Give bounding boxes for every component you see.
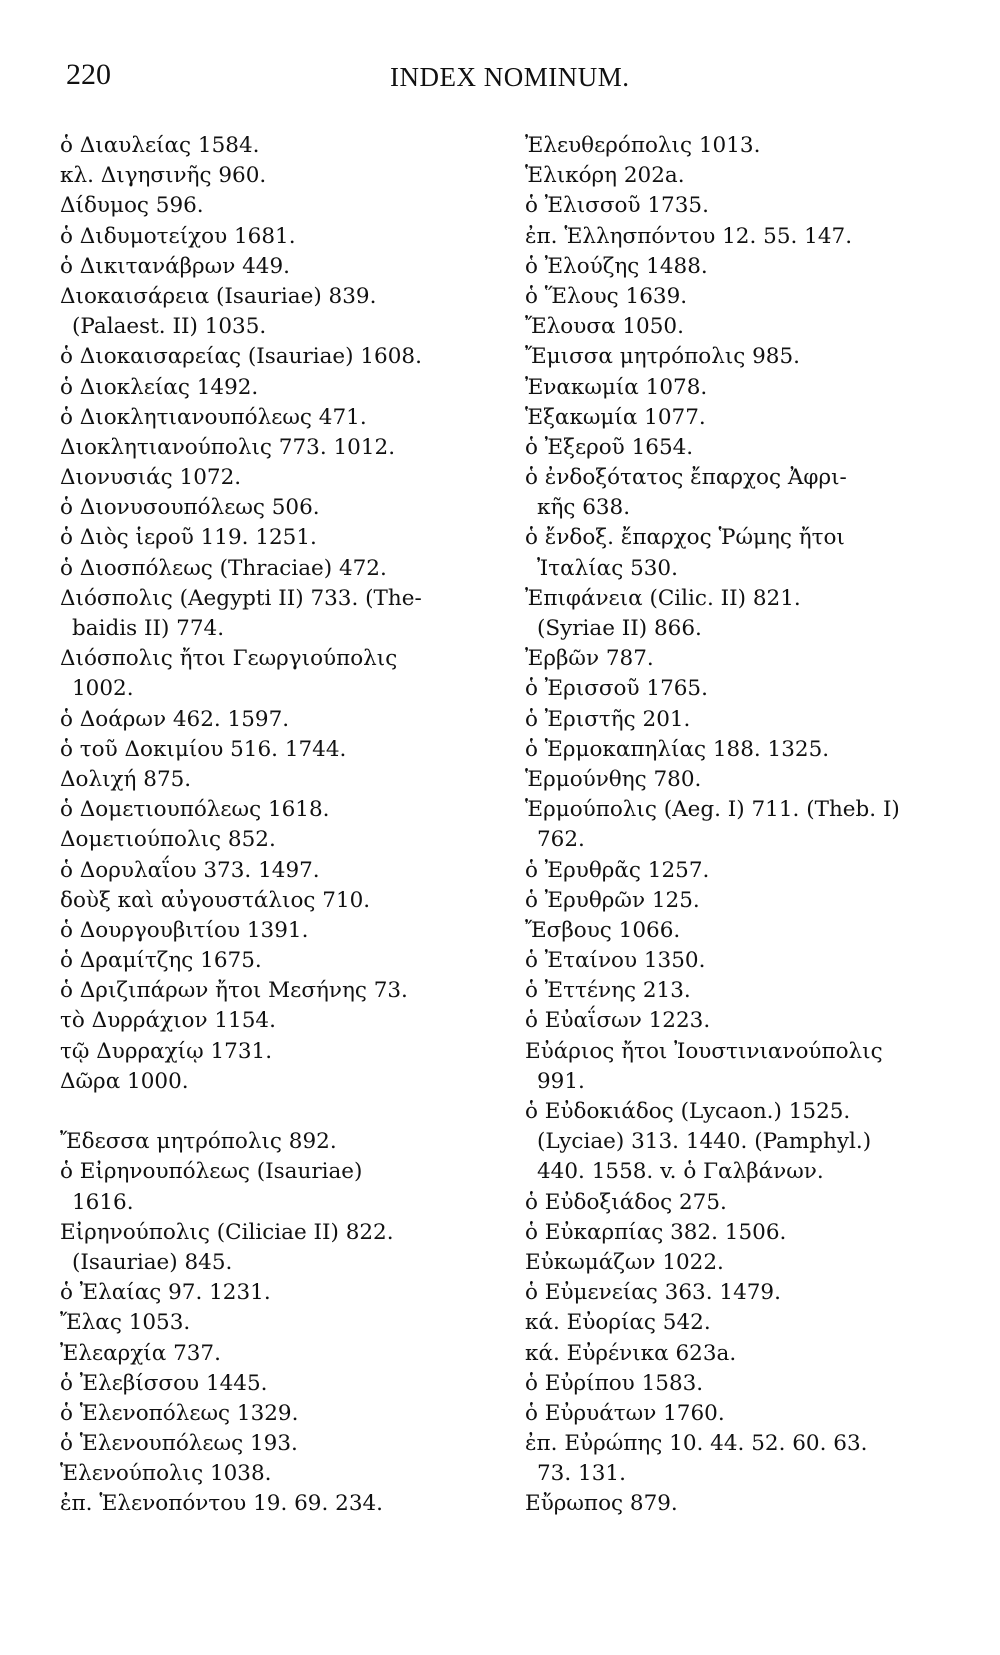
index-entry-line: ὁ Διδυμοτείχου 1681. xyxy=(60,223,296,249)
index-entry-line: Ἐνακωμία 1078. xyxy=(525,374,708,400)
index-entry-line: ὁ Εἰρηνουπόλεως (Isauriae) xyxy=(60,1159,363,1185)
index-entry-line: ὁ Διὸς ἱεροῦ 119. 1251. xyxy=(60,525,317,551)
index-entry-line: ὁ Εὐδοκιάδος (Lycaon.) 1525. xyxy=(525,1099,851,1124)
index-entry-line: Ἔλας 1053. xyxy=(60,1310,191,1336)
index-entry-line: ὁ Δομετιουπόλεως 1618. xyxy=(60,797,330,823)
index-entry-line: ὁ Δραμίτζης 1675. xyxy=(60,948,262,974)
index-entry-line: ὁ Δριζιπάρων ἤτοι Μεσήνης 73. xyxy=(60,978,408,1004)
index-entry-line: ὁ Ἐλισσοῦ 1735. xyxy=(525,193,709,219)
index-entry-line: Ἑρμούνθης 780. xyxy=(525,766,702,792)
index-entry-line: ὁ Ἐττένης 213. xyxy=(525,978,691,1004)
index-entry-line: ὁ Ἐριστῆς 201. xyxy=(525,706,691,732)
index-entry-line: ὁ Διοκλητιανουπόλεως 471. xyxy=(60,404,367,430)
index-entry-line: ὁ Διοσπόλεως (Thraciae) 472. xyxy=(60,555,387,581)
index-entry-line: ὁ Ἐλούζης 1488. xyxy=(525,253,708,279)
left-index-column xyxy=(60,131,490,1520)
index-entry-line: ὁ Ἐρισσοῦ 1765. xyxy=(525,676,708,702)
index-entry-line: (Palaest. II) 1035. xyxy=(72,314,267,340)
index-entry-line: ὁ τοῦ Δοκιμίου 516. 1744. xyxy=(60,736,347,762)
index-entry-line: (Isauriae) 845. xyxy=(72,1249,233,1275)
index-entry-line: (Syriae II) 866. xyxy=(537,616,702,641)
index-entry-line: ὁ Ἐλεβίσσου 1445. xyxy=(60,1370,268,1396)
index-entry-line: ἐπ. Ἑλενοπόντου 19. 69. 234. xyxy=(60,1491,384,1517)
index-entry-line: ἐπ. Ἑλλησπόντου 12. 55. 147. xyxy=(525,223,853,249)
index-entry-line: ὁ Δοάρων 462. 1597. xyxy=(60,706,290,732)
index-entry-line: ὁ Εὐαΐσων 1223. xyxy=(525,1008,711,1034)
index-entry-line: 991. xyxy=(537,1068,585,1094)
index-entry-line: Ἔμισσα μητρόπολις 985. xyxy=(525,344,800,370)
index-entry-line: 440. 1558. v. ὁ Γαλβάνων. xyxy=(537,1159,824,1185)
index-entry-line: Εὐκωμάζων 1022. xyxy=(525,1249,724,1275)
index-entry-line: Ἰταλίας 530. xyxy=(537,555,678,581)
index-entry-line: baidis II) 774. xyxy=(72,616,225,641)
index-entry-line: 73. 131. xyxy=(537,1461,626,1487)
page-header xyxy=(60,58,960,108)
index-entry-line xyxy=(60,1097,490,1127)
index-entry-line: ὁ Εὐμενείας 363. 1479. xyxy=(525,1280,781,1306)
index-entry-line: κά. Εὐορίας 542. xyxy=(525,1310,711,1336)
index-entry-line: Διόσπολις ἤτοι Γεωργιούπολις xyxy=(60,646,398,672)
index-entry-line: Ἐπιφάνεια (Cilic. II) 821. xyxy=(525,585,801,611)
index-entry-line: ὁ Ἐρυθρῶν 125. xyxy=(525,887,700,913)
index-entry-line: Ἑξακωμία 1077. xyxy=(525,404,706,430)
index-entry-line: ὁ Διαυλείας 1584. xyxy=(60,133,260,158)
index-entry-line: ὁ ἐνδοξότατος ἔπαρχος Ἀφρι- xyxy=(525,465,847,491)
index-entry-line: ὁ Εὐδοξιάδος 275. xyxy=(525,1189,727,1215)
index-entry-line: ὁ Ἐξεροῦ 1654. xyxy=(525,434,694,460)
index-entry-line: Δολιχή 875. xyxy=(60,766,192,792)
index-entry-line: ὁ Διοκλείας 1492. xyxy=(60,374,259,400)
index-entry-line: Δῶρα 1000. xyxy=(60,1068,189,1094)
index-entry-line: Δίδυμος 596. xyxy=(60,193,204,219)
index-entry-line: τῷ Δυρραχίῳ 1731. xyxy=(60,1038,273,1064)
index-entry-line: κῆς 638. xyxy=(537,495,631,521)
index-entry-line: δοὺξ καὶ αὐγουστάλιος 710. xyxy=(60,887,371,913)
index-entry-line: Ἐρβῶν 787. xyxy=(525,646,654,672)
index-entry-line: ὁ Εὐρυάτων 1760. xyxy=(525,1400,725,1426)
page-number: 220 xyxy=(66,58,111,91)
index-entry-line: Διόσπολις (Aegypti II) 733. (The- xyxy=(60,585,422,611)
index-entry-line: κά. Εὐρένικα 623a. xyxy=(525,1340,737,1366)
index-entry-line: ὁ Διοκαισαρείας (Isauriae) 1608. xyxy=(60,344,422,370)
index-entry-line: Ἐλευθερόπολις 1013. xyxy=(525,133,761,158)
index-entry-line: Ἑλικόρη 202a. xyxy=(525,163,685,189)
index-entry-line: 1616. xyxy=(72,1189,134,1215)
index-entry-line: ὁ Ἑλενοπόλεως 1329. xyxy=(60,1400,299,1426)
index-entry-line: (Lyciae) 313. 1440. (Pamphyl.) xyxy=(537,1129,872,1155)
index-entry-line: ὁ Ἐλαίας 97. 1231. xyxy=(60,1280,271,1306)
index-entry-line: Εὔρωπος 879. xyxy=(525,1491,678,1517)
index-entry-line: ὁ Εὐρίπου 1583. xyxy=(525,1370,704,1396)
index-entry-line: Εὐάριος ἤτοι Ἰουστινιανούπολις xyxy=(525,1038,883,1064)
index-entry-line: ὁ Δορυλαΐου 373. 1497. xyxy=(60,857,320,883)
index-entry-line: ὁ Ἑλενουπόλεως 193. xyxy=(60,1431,298,1457)
index-entry-line: ὁ Ἐταίνου 1350. xyxy=(525,948,706,974)
index-entry-line: ὁ ἔνδοξ. ἔπαρχος Ῥώμης ἤτοι xyxy=(525,525,845,551)
index-entry-line: 762. xyxy=(537,827,585,853)
index-entry-line: Ἔλουσα 1050. xyxy=(525,314,684,340)
index-entry-line: τὸ Δυρράχιον 1154. xyxy=(60,1008,276,1034)
index-entry-line: ἐπ. Εὐρώπης 10. 44. 52. 60. 63. xyxy=(525,1431,868,1457)
right-index-column xyxy=(525,131,980,1520)
running-head: INDEX NOMINUM. xyxy=(390,62,630,92)
index-entry-line: ὁ Ἐρυθρᾶς 1257. xyxy=(525,857,710,883)
index-entry-line: Διονυσιάς 1072. xyxy=(60,465,242,491)
index-entry-line: ὁ Εὐκαρπίας 382. 1506. xyxy=(525,1219,787,1245)
index-entry-line: Ἔδεσσα μητρόπολις 892. xyxy=(60,1129,337,1155)
index-entry-line: Ἔσβους 1066. xyxy=(525,917,681,943)
index-entry-line: Διοκλητιανούπολις 773. 1012. xyxy=(60,434,396,460)
index-entry-line: κλ. Διγησινῆς 960. xyxy=(60,163,267,189)
index-entry-line: Ἐλεαρχία 737. xyxy=(60,1340,221,1366)
index-entry-line: Ἑρμούπολις (Aeg. I) 711. (Theb. I) xyxy=(525,797,900,823)
index-entry-line: ὁ Διονυσουπόλεως 506. xyxy=(60,495,320,521)
index-entry-line: ὁ Ἑρμοκαπηλίας 188. 1325. xyxy=(525,736,830,762)
index-entry-line: ὁ Ἕλους 1639. xyxy=(525,283,688,309)
index-entry-line: Διοκαισάρεια (Isauriae) 839. xyxy=(60,283,377,309)
index-entry-line: 1002. xyxy=(72,676,134,702)
index-entry-line: Δομετιούπολις 852. xyxy=(60,827,276,853)
index-entry-line: ὁ Δουργουβιτίου 1391. xyxy=(60,917,309,943)
index-entry-line: Εἰρηνούπολις (Ciliciae II) 822. xyxy=(60,1219,394,1245)
index-entry-line: Ἑλενούπολις 1038. xyxy=(60,1461,272,1487)
index-entry-line: ὁ Δικιτανάβρων 449. xyxy=(60,253,290,279)
